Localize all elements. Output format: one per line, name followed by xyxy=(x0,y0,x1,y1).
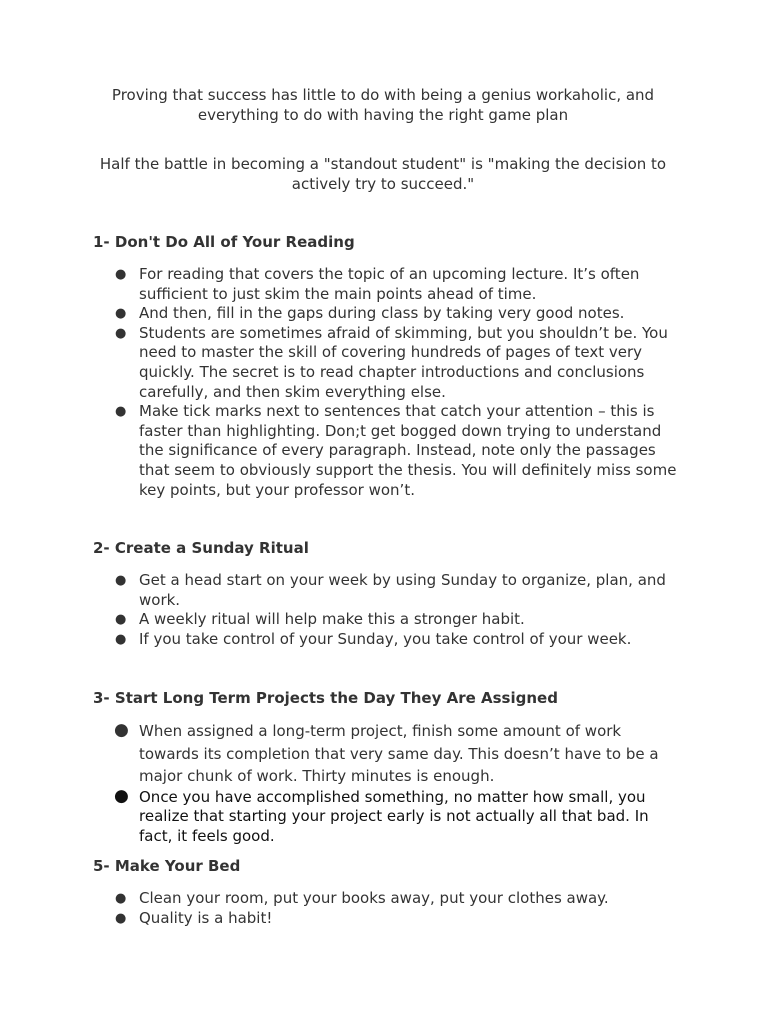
list-item-text: Make tick marks next to sentences that catch your attention – this is faster than highlighting. Don;t get bogged down trying to understand the significance of every paragraph. Instead, note only the passages that seem to obviously support the thesis. You will definitely miss some key points, but your professor won’t. xyxy=(139,402,677,499)
list-item xyxy=(93,324,678,402)
list-item-text: Once you have accomplished something, no matter how small, you realize that starting your project early is not actually all that bad. In fact, it feels good. xyxy=(139,787,649,845)
section-5-list xyxy=(93,889,678,928)
list-item xyxy=(93,610,678,630)
bullet-icon: ● xyxy=(114,785,129,806)
list-item xyxy=(93,304,678,324)
bullet-icon: ● xyxy=(115,325,127,341)
section-1-list xyxy=(93,265,678,500)
list-item-text: Clean your room, put your books away, put your clothes away. xyxy=(139,889,609,907)
section-2-list xyxy=(93,571,678,649)
section-3-list xyxy=(93,720,678,846)
bullet-icon: ● xyxy=(115,573,127,588)
bullet-icon: ● xyxy=(115,631,127,647)
list-item-text: And then, fill in the gaps during class by taking very good notes. xyxy=(139,304,625,323)
section-1-heading: 1- Don't Do All of Your Reading xyxy=(93,233,355,251)
list-item xyxy=(93,265,678,304)
list-item-text: Students are sometimes afraid of skimming, but you shouldn’t be. You need to master the skill of covering hundreds of pages of text very quickly. The secret is to read chapter introductions and conclusions carefully, and then skim everything else. xyxy=(139,323,668,401)
list-item-text: Quality is a habit! xyxy=(139,908,273,927)
list-item xyxy=(93,785,678,847)
list-item xyxy=(93,720,678,788)
section-2-heading: 2- Create a Sunday Ritual xyxy=(93,539,309,557)
list-item-text: Get a head start on your week by using Sunday to organize, plan, and work. xyxy=(139,571,666,609)
list-item-text: When assigned a long-term project, finish some amount of work towards its completion that very same day. This doesn’t have to be a major chunk of work. Thirty minutes is enough. xyxy=(139,722,659,785)
list-item xyxy=(93,402,678,500)
section-5-heading: 5- Make Your Bed xyxy=(93,857,241,875)
bullet-icon: ● xyxy=(115,891,127,906)
bullet-icon: ● xyxy=(115,612,127,628)
bullet-icon: ● xyxy=(115,910,127,926)
list-item-text: If you take control of your Sunday, you take control of your week. xyxy=(139,629,632,648)
bullet-icon: ● xyxy=(115,306,127,322)
list-item xyxy=(93,889,678,909)
list-item xyxy=(93,571,678,610)
intro-subtitle: Proving that success has little to do with being a genius workaholic, and everything to do with having the right game plan xyxy=(111,86,655,124)
bullet-icon: ● xyxy=(114,720,129,740)
list-item xyxy=(93,909,678,929)
list-item xyxy=(93,630,678,650)
list-item-text: For reading that covers the topic of an upcoming lecture. It’s often sufficient to just skim the main points ahead of time. xyxy=(139,265,640,303)
bullet-icon: ● xyxy=(115,404,127,420)
intro-quote: Half the battle in becoming a "standout student" is "making the decision to actively try to succeed." xyxy=(99,155,667,193)
section-3-heading: 3- Start Long Term Projects the Day They Are Assigned xyxy=(93,689,558,707)
list-item-text: A weekly ritual will help make this a stronger habit. xyxy=(139,610,525,629)
bullet-icon: ● xyxy=(115,267,127,282)
